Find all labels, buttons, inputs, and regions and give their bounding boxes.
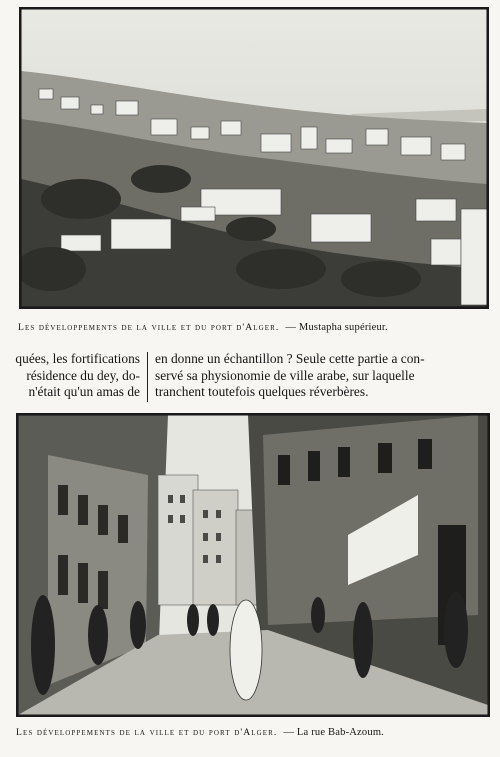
- engraving-rue-bab-azoum: [16, 413, 490, 717]
- caption-subject: — La rue Bab-Azoum.: [283, 727, 385, 738]
- hillside-illustration: [21, 9, 487, 307]
- text-line: quées, les fortifications: [15, 351, 140, 366]
- figure-caption: [16, 727, 486, 738]
- text-line: en donne un échantillon ? Seule cette partie a con-: [155, 351, 425, 366]
- engraving-mustapha-superieur: [19, 7, 489, 309]
- column-divider: [147, 352, 148, 402]
- street-illustration: [18, 415, 488, 715]
- text-line: résidence du dey, do-: [26, 367, 140, 383]
- text-column-left: [0, 351, 140, 401]
- text-line: servé sa physionomie de ville arabe, sur laquelle: [155, 367, 415, 383]
- text-line: n'était qu'un amas de: [28, 384, 140, 400]
- text-line: tranchent toutefois quelques réverbères.: [155, 384, 369, 400]
- caption-subject: — Mustapha supérieur.: [285, 322, 388, 333]
- caption-title: Les développements de la ville et du port d'Alger.: [16, 727, 278, 738]
- figure-caption: [18, 322, 486, 333]
- caption-title: Les développements de la ville et du port d'Alger.: [18, 322, 280, 333]
- text-column-right: [155, 351, 491, 401]
